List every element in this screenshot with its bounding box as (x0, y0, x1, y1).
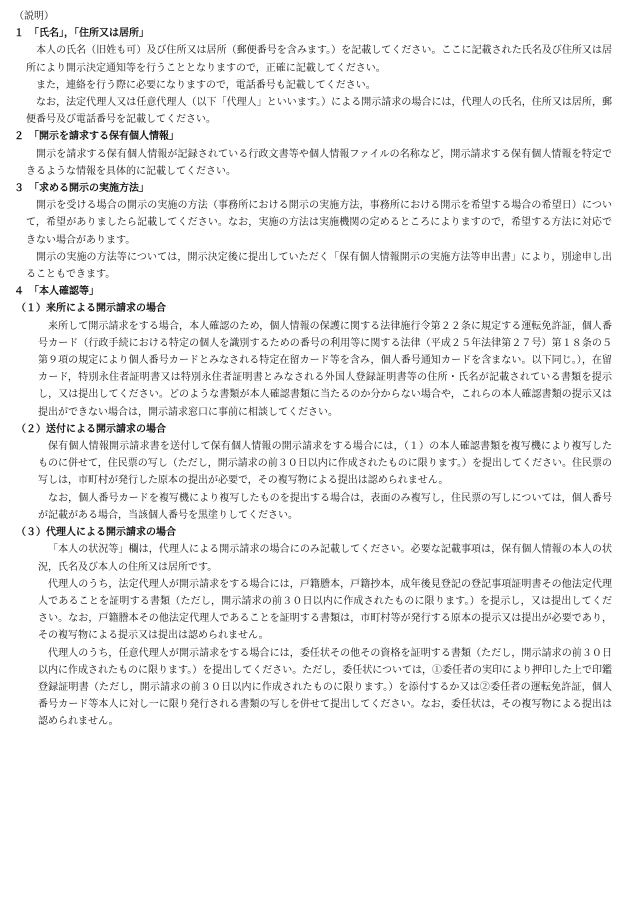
section-3-paragraph-1: 開示を受ける場合の開示の実施の方法（事務所における開示の実施方法，事務所における開示を希望する場合の希望日）について，希望がありましたら記載してください。なお，実施の方法は実施機関の定めるところによりますので，希望する方法に対応できない場合があります。 (26, 200, 612, 246)
section-1-paragraph-3: なお，法定代理人又は任意代理人（以下「代理人」といいます。）による開示請求の場合には，代理人の氏名，住所又は居所，郵便番号及び電話番号を記載してください。 (26, 97, 612, 126)
section-4-1-paragraph-1: 来所して開示請求をする場合，本人確認のため，個人情報の保護に関する法律施行令第２２条に規定する運転免許証，個人番号カード（行政手続における特定の個人を識別するための番号の利用等に関する法律（平成２５年法律第２７号）第１８条の５第９項の規定により個人番号カードとみなされる特定在留カード等を含み，個人番号通知カードを含まない。以下同じ。），在留カード，特別永住者証明書又は特別永住者証明書とみなされる外国人登録証明書等の住所・氏名が記載されている書類を提示し，又は提出してください。どのような書類が本人確認書類に当たるのか分からない場合や，これらの本人確認書類の提示又は提出ができない場合は，開示請求窓口に事前に相談してください。 (38, 320, 612, 418)
section-2-paragraph-1: 開示を請求する保有個人情報が記録されている行政文書等や個人情報ファイルの名称など，開示請求する保有個人情報を特定できるような情報を具体的に記載してください。 (26, 148, 612, 177)
section-4-1-heading: （１）来所による開示請求の場合 (16, 303, 166, 315)
section-2-heading: ２ 「開示を請求する保有個人情報」 (14, 131, 179, 143)
section-4-3-paragraph-3: 代理人のうち，任意代理人が開示請求をする場合には，委任状その他その資格を証明する書類（ただし，開示請求の前３０日以内に作成されたものに限ります。）を提出してください。ただし，委任状については，①委任者の実印により押印した上で印鑑登録証明書（ただし，開示請求の前３０日以内に作成されたものに限ります。）を添付するか又は②委任者の運転免許証，個人番号カード等本人に対し一に限り発行される書類の写しを併せて提出してください。なお，委任状は，その複写物による提出は認められません。 (38, 647, 612, 728)
section-3-heading: ３ 「求める開示の実施方法」 (14, 183, 149, 195)
section-4-2-paragraph-2: なお，個人番号カードを複写機により複写したものを提出する場合は，表面のみ複写し，住民票の写しについては，個人番号が記載がある場合，当該個人番号を黒塗りしてください。 (38, 492, 612, 521)
section-4-3-heading: （３）代理人による開示請求の場合 (16, 527, 176, 539)
section-4-2-heading: （２）送付による開示請求の場合 (16, 423, 166, 435)
section-4-2-paragraph-1: 保有個人情報開示請求書を送付して保有個人情報の開示請求をする場合には，（１）の本人確認書類を複写機により複写したものに併せて，住民票の写し（ただし，開示請求の前３０日以内に作成されたものに限ります。）を提出してください。住民票の写しは，市町村が発行した原本の提出が必要で，その複写物による提出は認められません。 (38, 441, 612, 487)
section-1-paragraph-2: また，連絡を行う際に必要になりますので，電話番号も記載してください。 (36, 79, 376, 91)
document-title: （説明） (14, 11, 54, 22)
section-4-heading: ４ 「本人確認等」 (14, 286, 99, 298)
section-4-3-paragraph-2: 代理人のうち，法定代理人が開示請求をする場合には，戸籍謄本，戸籍抄本，成年後見登記の登記事項証明書その他法定代理人であることを証明する書類（ただし，開示請求の前３０日以内に作成されたものに限ります。）を提示し，又は提出してください。なお，戸籍謄本その他法定代理人であることを証明する書類は，市町村等が発行する原本の提示又は提出が必要であり，その複写物による提示又は提出は認められません。 (38, 578, 612, 642)
section-1-paragraph-1: 本人の氏名（旧姓も可）及び住所又は居所（郵便番号を含みます。）を記載してください。ここに記載された氏名及び住所又は居所により開示決定通知等を行うこととなりますので，正確に記載してください。 (26, 45, 612, 74)
section-1-heading: １ 「氏名」，「住所又は居所」 (14, 28, 149, 40)
section-3-paragraph-2: 開示の実施の方法等については，開示決定後に提出していただく「保有個人情報開示の実施方法等申出書」により，別途申し出ることもできます。 (26, 251, 612, 281)
section-4-3-paragraph-1: 「本人の状況等」欄は，代理人による開示請求の場合にのみ記載してください。必要な記載事項は，保有個人情報の本人の状況，氏名及び本人の住所又は居所です。 (38, 544, 612, 573)
